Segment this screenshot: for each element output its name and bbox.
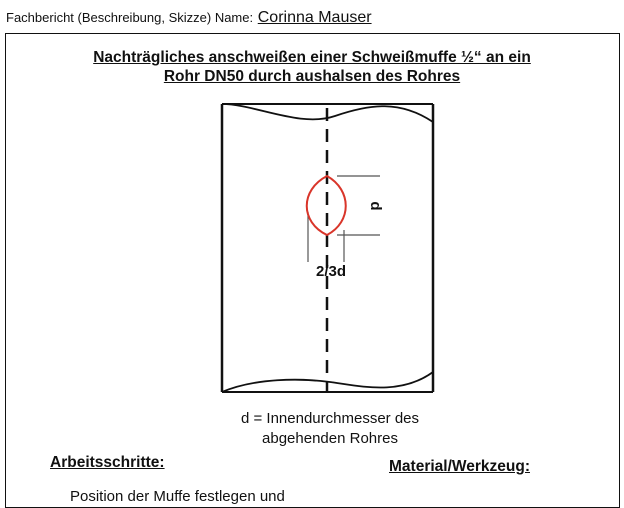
steps-heading: Arbeitsschritte: bbox=[50, 454, 165, 471]
legend-line-2: abgehenden Rohres bbox=[262, 430, 398, 447]
author-name: Corinna Mauser bbox=[257, 9, 372, 26]
opening-outline bbox=[307, 176, 346, 235]
header-label: Fachbericht (Beschreibung, Skizze) Name: bbox=[6, 10, 254, 25]
title-line-2: Rohr DN50 durch aushalsen des Rohres bbox=[163, 68, 461, 85]
material-heading: Material/Werkzeug: bbox=[389, 458, 530, 475]
title-line-1: Nachträgliches anschweißen einer Schweißmuffe ½“ an ein bbox=[93, 49, 531, 66]
legend-line-1: d = Innendurchmesser des bbox=[240, 410, 420, 427]
dim-d-label: d bbox=[367, 201, 384, 211]
step-item: Position der Muffe festlegen und bbox=[70, 488, 285, 505]
dim-width-label: 2/3d bbox=[315, 263, 347, 280]
